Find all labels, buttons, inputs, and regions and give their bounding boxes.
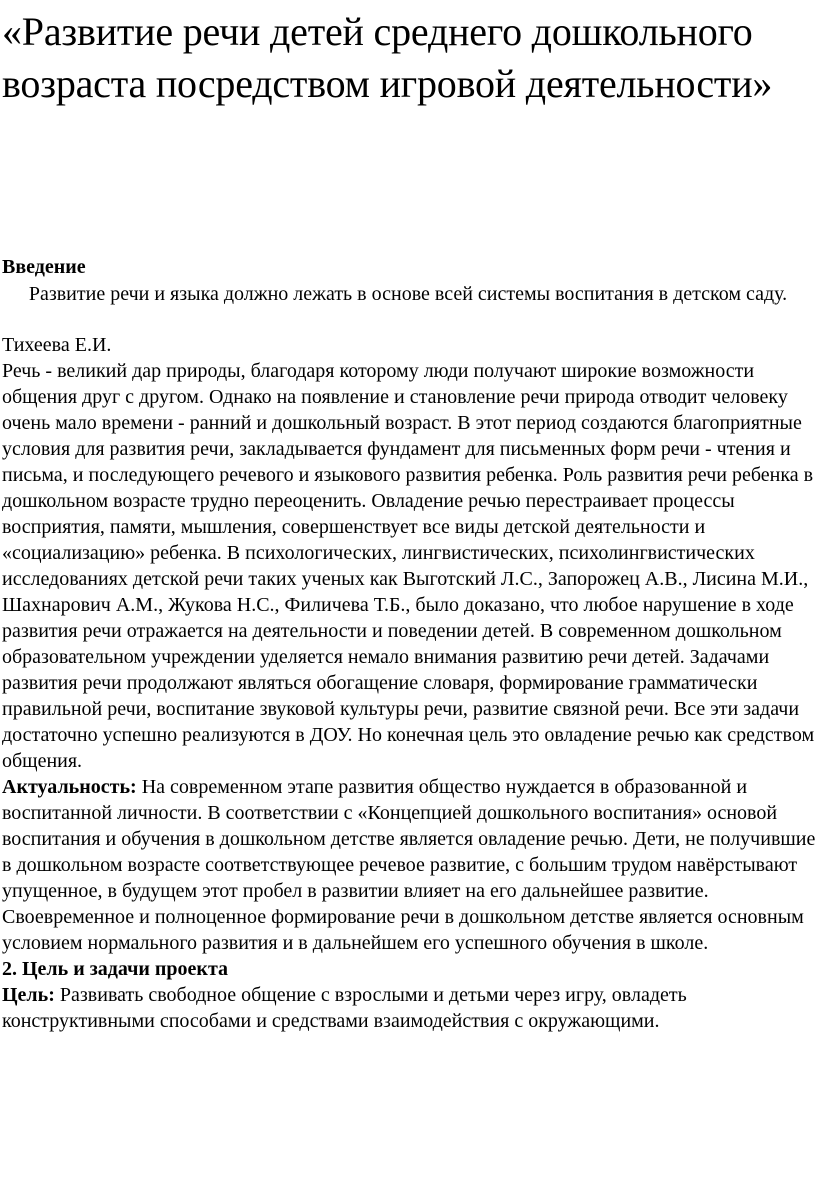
relevance-text: На современном этапе развития общество нуждается в образованной и воспитанной личности. В соответствии с «Концепцией дошкольного воспитания» основой воспитания и обучения в дошкольном детстве является овладение речью. Дети, не получившие в дошкольном возрасте соответствующее речевое развитие, с большим трудом навёрстывают упущенное, в будущем этот пробел в развитии влияет на его дальнейшее развитие. Своевременное и полноценное формирование речи в дошкольном детстве является основным условием нормального развития и в дальнейшем его успешного обучения в школе. [2,776,816,954]
intro-paragraph: Речь - великий дар природы, благодаря которому люди получают широкие возможности общения друг с другом. Однако на появление и становление речи природа отводит человеку очень мало времени - ранний и дошкольный возраст. В этот период создаются благоприятные условия для развития речи, закладывается фундамент для письменных форм речи - чтения и письма, и последующего речевого и языкового развития ребенка. Роль развития речи ребенка в дошкольном возрасте трудно переоценить. Овладение речью перестраивает процессы восприятия, памяти, мышления, совершенствует все виды детской деятельности и «социализацию» ребенка. В психологических, лингвистических, психолингвистических исследованиях детской речи таких ученых как Выготский Л.С., Запорожец А.В., Лисина М.И., Шахнарович А.М., Жукова Н.С., Филичева Т.Б., было доказано, что любое нарушение в ходе развития речи отражается на деятельности и поведении детей. В современном дошкольном образовательном учреждении уделяется немало внимания развитию речи детей. Задачами развития речи продолжают являться обогащение словаря, формирование грамматически правильной речи, воспитание звуковой культуры речи, развитие связной речи. Все эти задачи достаточно успешно реализуются в ДОУ. Но конечная цель это овладение речью как средством общения. [2,360,815,772]
section2-heading: 2. Цель и задачи проекта [2,958,229,980]
document-body [2,358,816,1034]
epigraph-author: Тихеева Е.И. [2,334,112,356]
goal-text: Развивать свободное общение с взрослыми и детьми через игру, овладеть конструктивными способами и средствами взаимодействия с окружающими. [2,984,687,1032]
epigraph-quote: Развитие речи и языка должно лежать в основе всей системы воспитания в детском саду. [28,283,788,305]
goal-paragraph [2,982,816,1034]
document-title: «Развитие речи детей среднего дошкольного возраста посредством игровой деятельности» [2,9,773,106]
intro-heading: Введение [2,256,86,278]
relevance-label: Актуальность: [2,776,137,798]
relevance-paragraph [2,774,816,956]
goal-label: Цель: [2,984,55,1006]
